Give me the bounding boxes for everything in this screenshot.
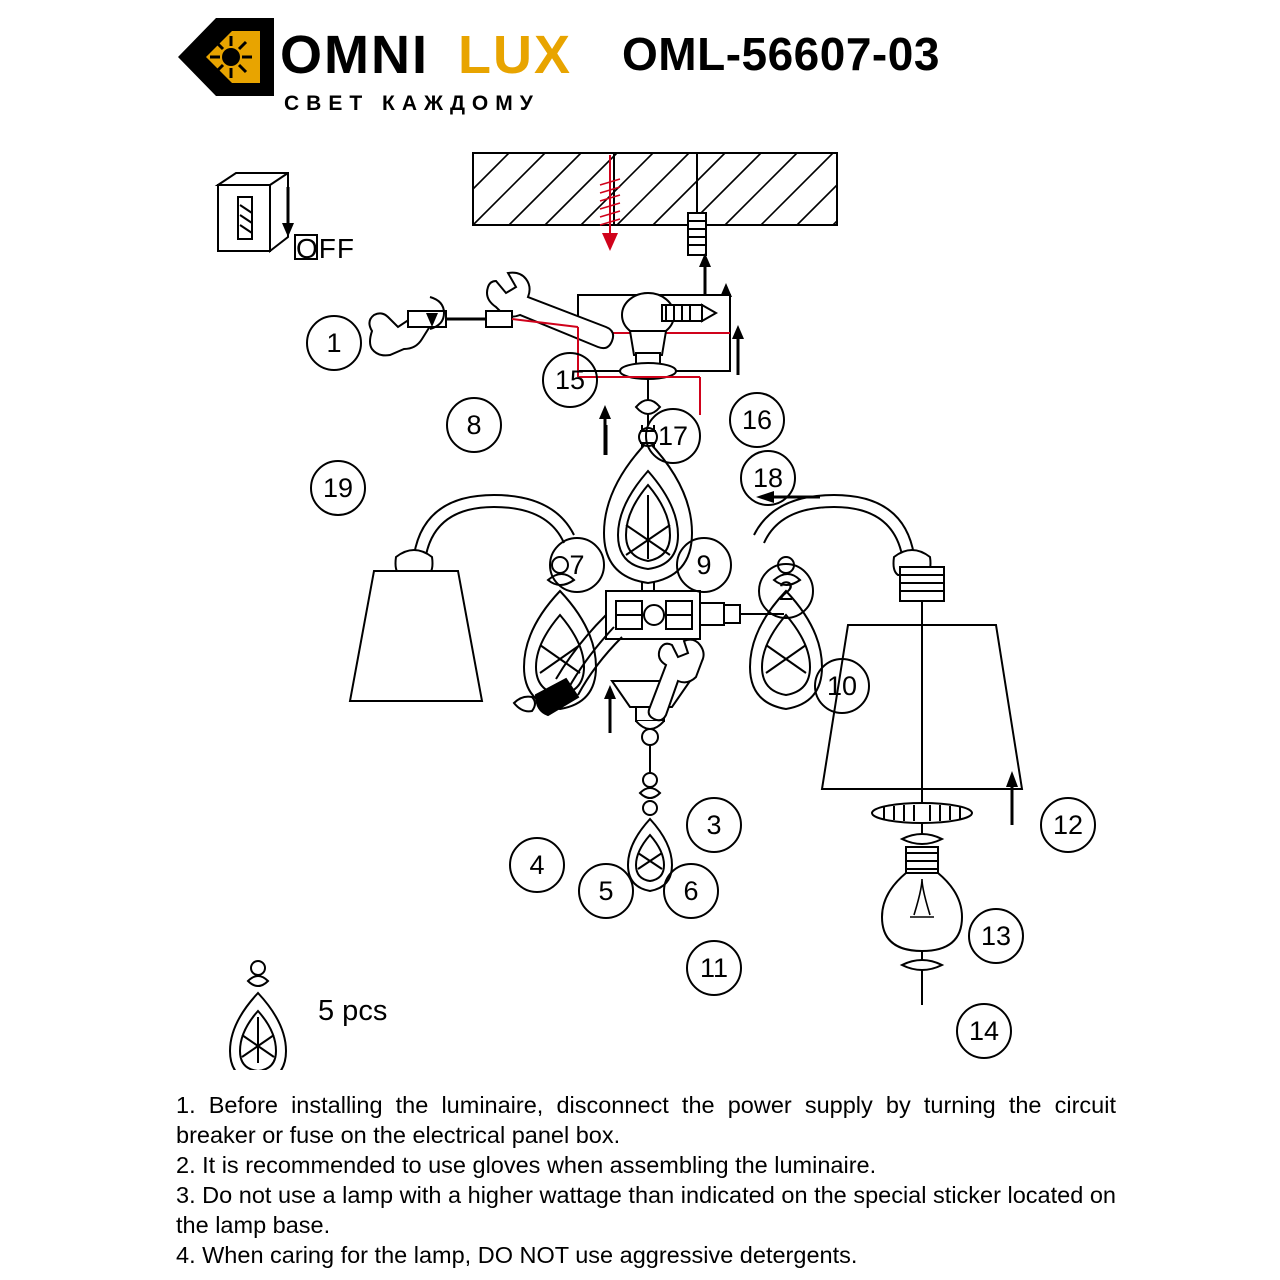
- assembly-diagram: [0, 125, 1280, 1070]
- logo-text-lux: LUX: [458, 25, 572, 85]
- callout-6: 6: [663, 863, 719, 919]
- brand-logo: [176, 16, 586, 116]
- spare-crystal-icon: [230, 961, 286, 1070]
- diagram-svg: [0, 125, 1280, 1070]
- screw-17: [662, 305, 716, 321]
- model-code: OML-56607-03: [622, 28, 940, 80]
- note-3: 3. Do not use a lamp with a higher wattage than indicated on the special sticker located on the lamp base.: [176, 1182, 1116, 1238]
- logo-tagline: СВЕТ КАЖДОМУ: [284, 92, 540, 115]
- off-label: OFF: [296, 233, 355, 264]
- callout-8: 8: [446, 397, 502, 453]
- callout-17: 17: [645, 408, 701, 464]
- callout-4: 4: [509, 837, 565, 893]
- note-2: 2. It is recommended to use gloves when assembling the luminaire.: [176, 1152, 877, 1178]
- ceiling-slab: [473, 153, 837, 225]
- callout-10: 10: [814, 658, 870, 714]
- callout-13: 13: [968, 908, 1024, 964]
- callout-2: 2: [758, 563, 814, 619]
- callout-7: 7: [549, 537, 605, 593]
- callout-12: 12: [1040, 797, 1096, 853]
- note-1: 1. Before installing the luminaire, disconnect the power supply by turning the circuit breaker or fuse on the electrical panel box.: [176, 1092, 1116, 1148]
- logo-text-omni: OMNI: [280, 25, 429, 85]
- note-4: 4. When caring for the lamp, DO NOT use aggressive detergents.: [176, 1242, 858, 1268]
- callout-16: 16: [729, 392, 785, 448]
- callout-14: 14: [956, 1003, 1012, 1059]
- callout-9: 9: [676, 537, 732, 593]
- callout-1: 1: [306, 315, 362, 371]
- header: [0, 0, 1280, 130]
- callout-5: 5: [578, 863, 634, 919]
- callout-19: 19: [310, 460, 366, 516]
- callout-3: 3: [686, 797, 742, 853]
- spare-parts-count: 5 pcs: [318, 995, 388, 1027]
- logo-mark-icon: [176, 16, 276, 98]
- callout-11: 11: [686, 940, 742, 996]
- callout-15: 15: [542, 352, 598, 408]
- callout-18: 18: [740, 450, 796, 506]
- wall-plug-16: [688, 213, 711, 303]
- safety-notes: [176, 1090, 1116, 1270]
- arrow-5: [604, 685, 616, 733]
